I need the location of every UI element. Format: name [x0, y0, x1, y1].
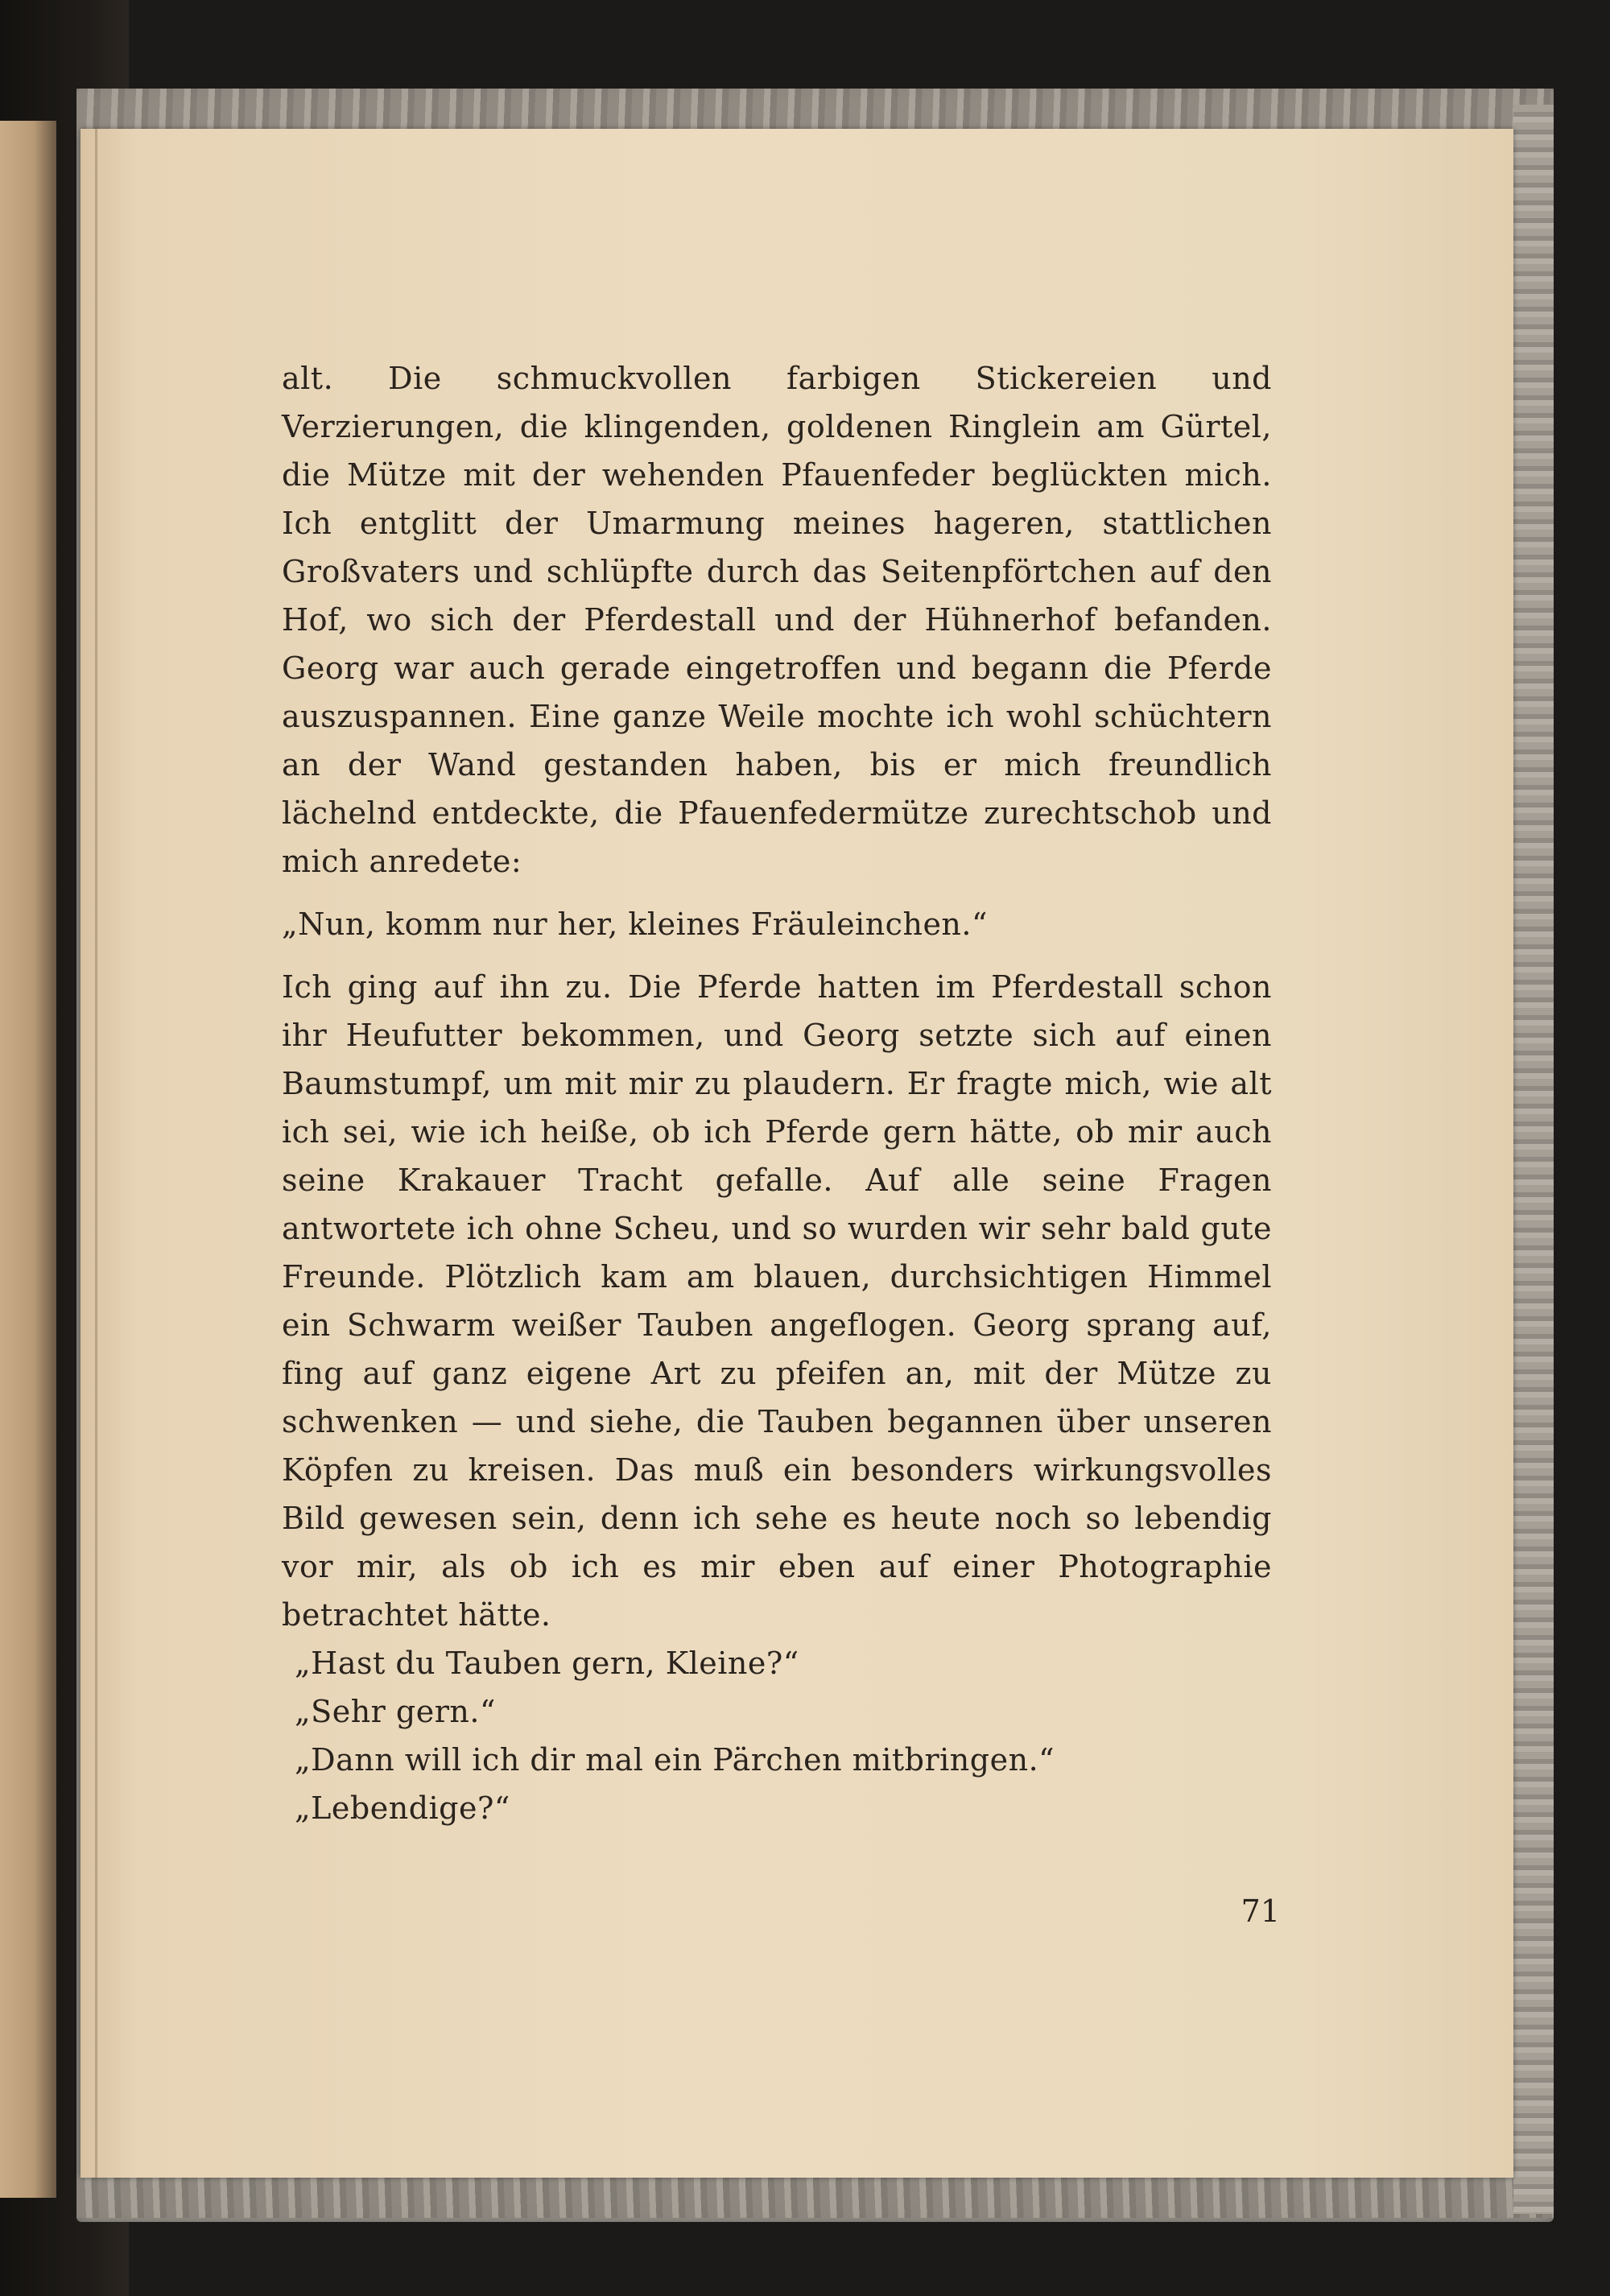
cover-bottom-edge [76, 2174, 1554, 2218]
page-text [282, 354, 1272, 1832]
page-number: 71 [1241, 1893, 1280, 1929]
dialogue-line-1: „Hast du Tauben gern, Kleine?“ [295, 1646, 799, 1681]
paragraph-1: alt. Die schmuckvollen farbigen Stickereien und Verzierungen, die klingenden, goldenen Ringlein am Gürtel, die Mütze mit der wehenden Pfauenfeder beglückten mich. Ich entglitt der Umarmung meines hageren, stattlichen Großvaters und schlüpfte durch das Seitenpförtchen auf den Hof, wo sich der Pferdestall und der Hühnerhof befanden. Georg war auch gerade eingetroffen und begann die Pferde auszuspannen. Eine ganze Weile mochte ich wohl schüchtern an der Wand gestanden haben, bis er mich freundlich lächelnd entdeckte, die Pfauenfedermütze zurechtschob und mich anredete: [282, 361, 1272, 879]
page-gutter [95, 129, 97, 2178]
paragraph-3: Ich ging auf ihn zu. Die Pferde hatten im Pferdestall schon ihr Heufutter bekommen, und Georg setzte sich auf einen Baumstumpf, um mit mir zu plaudern. Er fragte mich, wie alt ich sei, wie ich heiße, ob ich Pferde gern hätte, ob mir auch seine Krakauer Tracht gefalle. Auf alle seine Fragen antwortete ich ohne Scheu, und so wurden wir sehr bald gute Freunde. Plötzlich kam am blauen, durchsichtigen Himmel ein Schwarm weißer Tauben angeflogen. Georg sprang auf, fing auf ganz eigene Art zu pfeifen an, mit der Mütze zu schwenken — und siehe, die Tauben begannen über unseren Köpfen zu kreisen. Das muß ein besonders wirkungsvolles Bild gewesen sein, denn ich sehe es heute noch so lebendig vor mir, als ob ich es mir eben auf einer Photographie betrachtet hätte. [282, 969, 1272, 1633]
facing-page-sliver [0, 121, 56, 2198]
dialogue-line-4: „Lebendige?“ [295, 1790, 510, 1826]
paragraph-2: „Nun, komm nur her, kleines Fräuleinchen.“ [282, 906, 988, 942]
dialogue-line-3: „Dann will ich dir mal ein Pärchen mitbringen.“ [295, 1742, 1055, 1778]
dialogue-line-2: „Sehr gern.“ [295, 1694, 496, 1729]
cover-right-edge [1513, 105, 1554, 2214]
